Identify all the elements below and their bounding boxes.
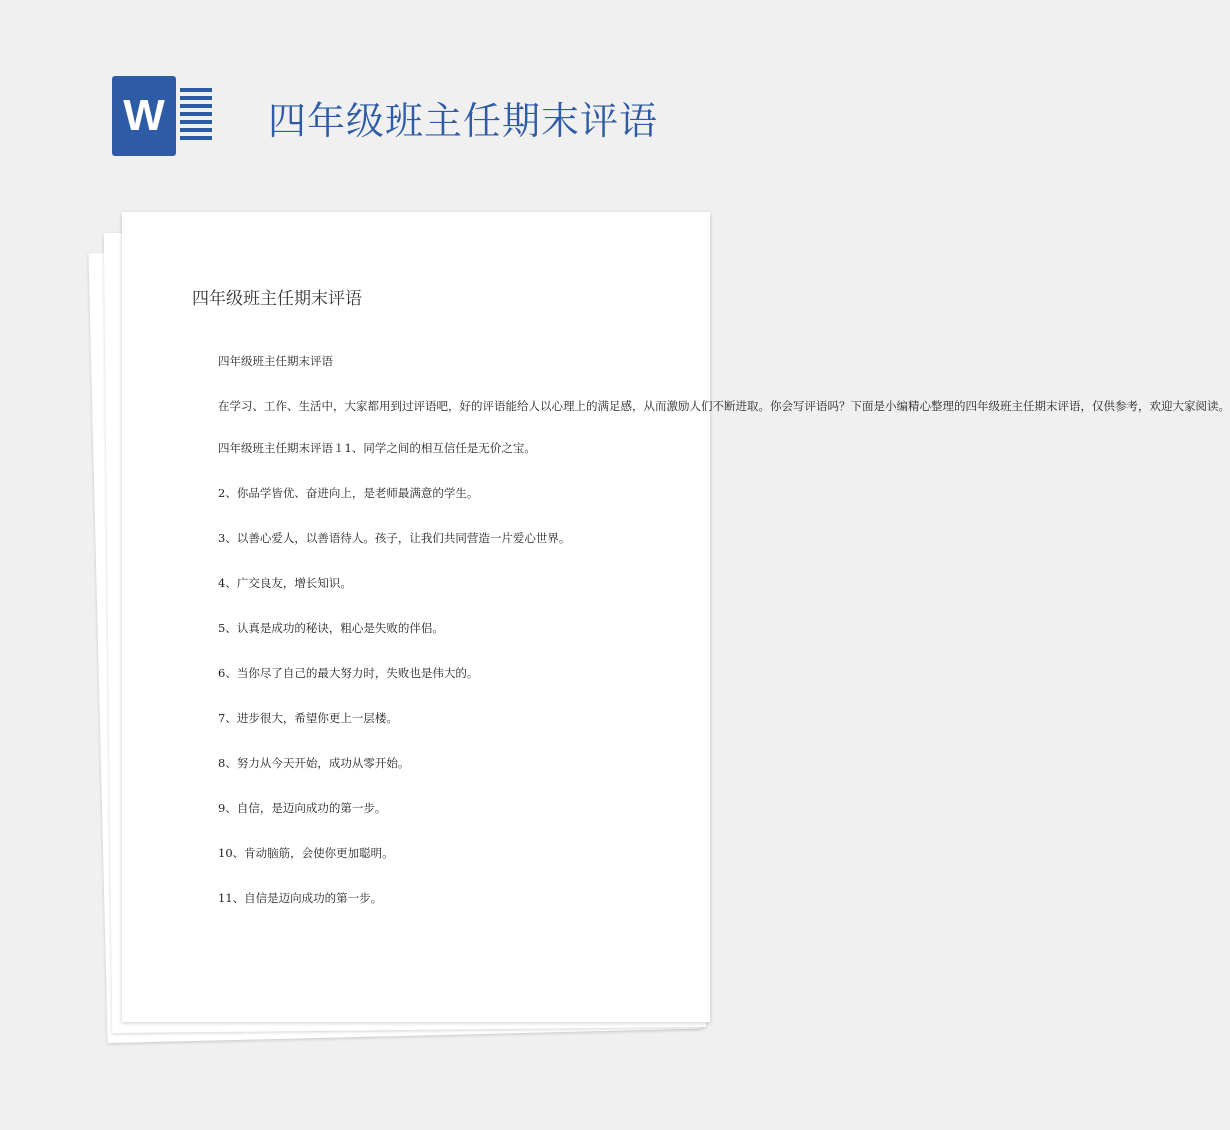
list-item: 10、肯动脑筋，会使你更加聪明。 <box>218 846 394 860</box>
list-item: 4、广交良友，增长知识。 <box>218 576 352 590</box>
list-item: 7、进步很大，希望你更上一层楼。 <box>218 711 398 725</box>
document-subtitle: 四年级班主任期末评语 <box>218 354 333 368</box>
list-item: 8、努力从今天开始，成功从零开始。 <box>218 756 410 770</box>
word-logo-lines <box>180 88 212 144</box>
list-item: 11、自信是迈向成功的第一步。 <box>218 891 383 905</box>
list-item: 2、你品学皆优、奋进向上，是老师最满意的学生。 <box>218 486 479 500</box>
document-page <box>122 212 1230 1022</box>
list-item: 四年级班主任期末评语１1、同学之间的相互信任是无价之宝。 <box>218 441 536 455</box>
word-logo-letter: W <box>112 76 176 156</box>
list-item: 6、当你尽了自己的最大努力时，失败也是伟大的。 <box>218 666 479 680</box>
word-logo-icon <box>112 76 212 156</box>
intro-paragraph: 在学习、工作、生活中，大家都用到过评语吧，好的评语能给人以心理上的满足感，从而激励人们不断进取。你会写评语吗？下面是小编精心整理的四年级班主任期末评语，仅供参考，欢迎大家阅读。 <box>218 399 1230 413</box>
list-item: 5、认真是成功的秘诀，粗心是失败的伴侣。 <box>218 621 444 635</box>
document-title: 四年级班主任期末评语 <box>192 289 362 309</box>
document-body <box>190 352 1230 907</box>
list-item: 9、自信，是迈向成功的第一步。 <box>218 801 387 815</box>
header-title: 四年级班主任期末评语 <box>268 99 659 143</box>
list-item: 3、以善心爱人，以善语待人。孩子，让我们共同营造一片爱心世界。 <box>218 531 571 545</box>
